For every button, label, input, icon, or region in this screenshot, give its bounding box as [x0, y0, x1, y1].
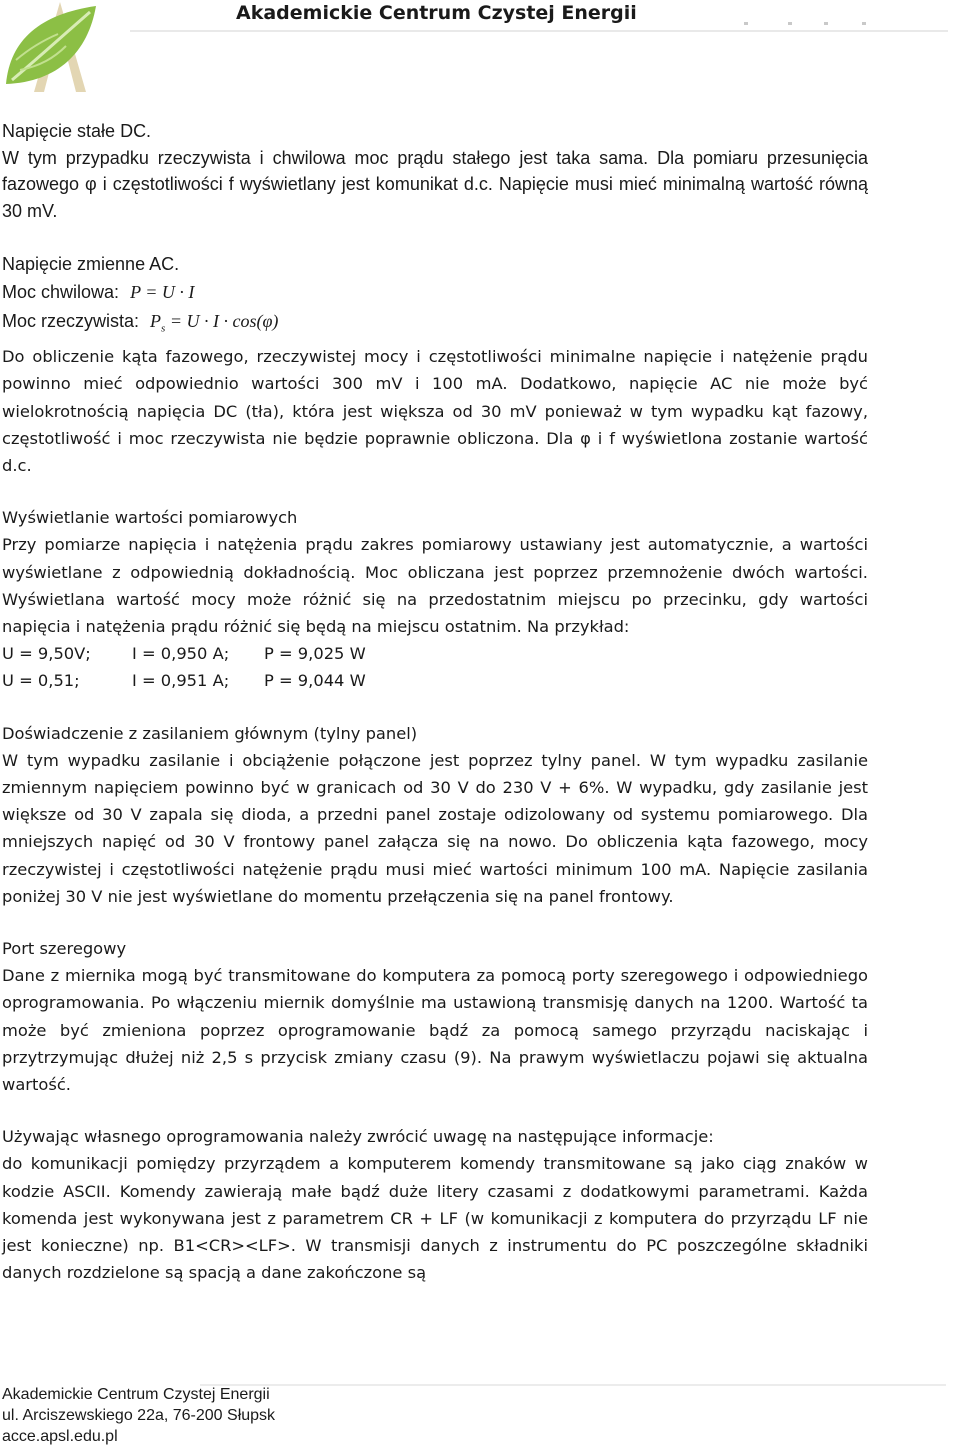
leaf-logo-icon	[0, 0, 120, 100]
section-heading: Doświadczenie z zasilaniem głównym (tylny panel)	[2, 723, 418, 743]
document-body	[2, 118, 868, 1286]
section-display	[2, 504, 868, 694]
section-dc	[2, 118, 868, 224]
section-heading: Napięcie zmienne AC.	[2, 254, 180, 274]
formula-real-power	[2, 307, 868, 344]
section-serial	[2, 935, 868, 1098]
formula-expression: $P_s = U \cdot I \cdot \cos(\varphi)$	[150, 310, 279, 335]
section-own-software	[2, 1123, 868, 1286]
header-divider	[130, 30, 948, 32]
example-row: U = 0,51; I = 0,951 A; P = 9,044 W	[2, 671, 366, 691]
footer-address: ul. Arciszewskiego 22a, 76-200 Słupsk	[2, 1407, 276, 1424]
formula-label: Moc rzeczywista:	[2, 310, 140, 331]
section-text: W tym przypadku rzeczywista i chwilowa moc prądu stałego jest taka sama. Dla pomiaru przesunięcia fazowego φ i częstotliwości f wyświetlany jest komunikat d.c. Napięcie musi mieć minimalną wartość równą 30 mV.	[2, 147, 868, 221]
section-heading: Port szeregowy	[2, 938, 127, 958]
header-title: Akademickie Centrum Czystej Energii	[236, 2, 637, 24]
section-text: Dane z miernika mogą być transmitowane do komputera za pomocą porty szeregowego i odpowiedniego oprogramowania. Po włączeniu miernik domyślnie ma ustawioną transmisję danych na 1200. Wartość ta może być zmieniona poprzez oprogramowanie bądź za pomocą samego przyrządu naciskając i przytrzymując dłużej niż 2,5 s przycisk zmiany czasu (9). Na prawym wyświetlaczu pojawi się aktualna wartość.	[2, 966, 868, 1094]
section-heading: Używając własnego oprogramowania należy zwrócić uwagę na następujące informacje:	[2, 1127, 714, 1147]
section-main-power	[2, 720, 868, 910]
formula-instant-power	[2, 278, 868, 307]
header-decoration	[744, 22, 874, 28]
section-heading: Wyświetlanie wartości pomiarowych	[2, 508, 298, 528]
example-row: U = 9,50V; I = 0,950 A; P = 9,025 W	[2, 644, 366, 664]
section-text: Przy pomiarze napięcia i natężenia prądu zakres pomiarowy ustawiany jest automatycznie, a wartości wyświetlane z odpowiednią dokładnością. Moc obliczana jest poprzez przemnożenie dwóch wartości. Wyświetlana wartość mocy może różnić się na przedostatnim miejscu po przecinku, gdy wartości napięcia i natężenia prądu różnić się będą na miejscu ostatnim. Na przykład:	[2, 535, 868, 636]
formula-label: Moc chwilowa:	[2, 281, 120, 302]
section-ac	[2, 251, 868, 479]
footer-website: acce.apsl.edu.pl	[2, 1428, 118, 1445]
footer-divider	[200, 1384, 946, 1386]
section-text: do komunikacji pomiędzy przyrządem a komputerem komendy transmitowane są jako ciąg znaków w kodzie ASCII. Komendy zawierają małe bądź duże litery czasami z dodatkowymi parametrami. Każda komenda jest wykonywana jest z parametrem CR + LF (w komunikacji z komputera do przyrządu LF nie jest konieczne) np. B1<CR><LF>. W transmisji danych z instrumentu do PC poszczególne składniki danych rozdzielone są spacją a dane zakończone są	[2, 1154, 868, 1283]
formula-expression: P = U · I	[130, 281, 195, 302]
section-heading: Napięcie stałe DC.	[2, 121, 152, 141]
section-text: W tym wypadku zasilanie i obciążenie połączone jest poprzez tylny panel. W tym wypadku zasilanie zmiennym napięciem powinno być w granicach od 30 V do 230 V + 6%. W wypadku, gdy zasilanie jest większe od 30 V zapala się dioda, a przedni panel zostaje odizolowany od systemu pomiarowego. Dla mniejszych napięć od 30 V frontowy panel załącza się na nowo. Do obliczenia kąta fazowego, mocy rzeczywistej i częstotliwości natężenie prądu musi mieć wartości minimum 100 mA. Napięcie zasilania poniżej 30 V nie jest wyświetlane do momentu przełączenia się na panel frontowy.	[2, 750, 868, 906]
footer-name: Akademickie Centrum Czystej Energii	[2, 1386, 270, 1403]
footer	[2, 1384, 275, 1447]
section-text: Do obliczenie kąta fazowego, rzeczywistej mocy i częstotliwości minimalne napięcie i natężenie prądu powinno mieć odpowiednio wartości 300 mV i 100 mA. Dodatkowo, napięcie AC nie może być wielokrotnością napięcia DC (tła), która jest większa od 30 mV ponieważ w tym wypadku kąt fazowy, częstotliwość i moc rzeczywista nie będzie poprawnie obliczona. Dla φ i f wyświetlona zostanie wartość d.c.	[2, 347, 868, 475]
